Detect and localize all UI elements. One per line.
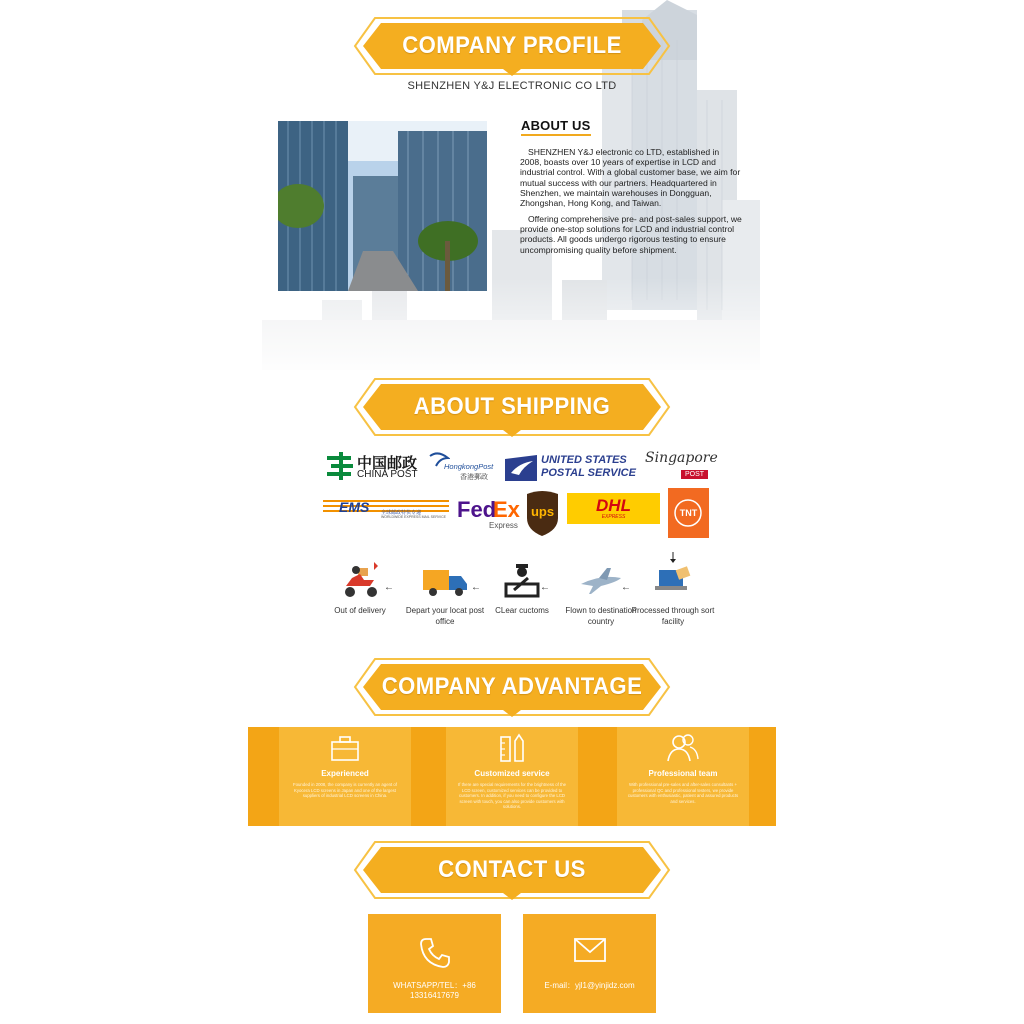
- banner-title: COMPANY PROFILE: [402, 32, 622, 59]
- hongkong-post-en-text: HongkongPost: [444, 462, 494, 471]
- singapore-post-logo: [645, 450, 718, 484]
- company-name-subtitle: SHENZHEN Y&J ELECTRONIC CO LTD: [407, 80, 617, 92]
- step-label: CLear cuctoms: [495, 606, 549, 615]
- step-arrow: ←: [384, 582, 394, 593]
- hongkong-post-cn-text: 香港郵政: [460, 474, 488, 481]
- whatsapp-tel-text: WHATSAPP/TEL：+86 13316417679: [393, 981, 476, 1000]
- about-us-heading: ABOUT US: [521, 118, 591, 136]
- step-label: Out of delivery: [334, 606, 386, 615]
- fedex-ex-text: Ex: [493, 497, 520, 522]
- singapore-post-text: Singapore: [645, 450, 718, 466]
- usps-logo: [505, 453, 636, 483]
- step-processed-sort-facility: [628, 552, 718, 627]
- team-icon: [666, 733, 700, 763]
- about-paragraph-1: SHENZHEN Y&J electronic co LTD, established in 2008, boasts over 10 years of expertise in LCD and industrial control. With a global customer base, we aim for mutual success with our partners. Headquartered in Shenzhen, we maintain warehouses in Dongguan, Zhongshan, Hong Kong, and Taiwan.: [520, 147, 741, 209]
- advantage-desc: If there are special requirements for the brightness of the LCD screen, customized services can be provided to customers. In addition, if you need to configure the LCD screen with touch, you can also provide customers with solutions.: [458, 782, 566, 810]
- step-arrow: ←: [471, 582, 481, 593]
- phone-icon: [418, 936, 452, 970]
- china-post-en-text: CHINA POST: [357, 469, 418, 480]
- step-arrow: ←: [540, 582, 550, 593]
- fedex-fed-text: Fed: [457, 497, 497, 522]
- about-paragraph-2: Offering comprehensive pre- and post-sales support, we provide one-stop solutions for LCD and industrial control products. All goods undergo rigorous testing to ensure uncompromising quality before shipment.: [520, 214, 742, 255]
- usps-line2-text: POSTAL SERVICE: [541, 467, 636, 479]
- office-building-photo: [278, 121, 487, 291]
- dhl-sub-text: EXPRESS: [601, 514, 626, 520]
- step-clear-customs: [477, 560, 567, 616]
- company-profile-banner: [353, 16, 671, 76]
- contact-card-email[interactable]: [523, 914, 656, 1013]
- dhl-logo: [567, 493, 660, 524]
- advantage-card-experienced: [279, 727, 411, 826]
- banner-title: COMPANY ADVANTAGE: [381, 673, 643, 700]
- banner-title: ABOUT SHIPPING: [413, 393, 611, 420]
- banner-title: CONTACT US: [438, 856, 586, 883]
- step-arrow: ←: [621, 582, 631, 593]
- advantage-title: Professional team: [648, 769, 718, 778]
- usps-line1-text: UNITED STATES: [541, 454, 627, 466]
- company-advantage-banner: [353, 657, 671, 717]
- step-label: Depart your locat post office: [405, 606, 485, 626]
- delivery-scooter-icon: [340, 560, 380, 600]
- delivery-truck-icon: [421, 560, 469, 600]
- china-post-logo: [325, 450, 420, 484]
- tnt-logo: [668, 488, 709, 538]
- advantage-card-professional: [617, 727, 749, 826]
- advantage-card-customized: [446, 727, 578, 826]
- ups-text: ups: [530, 504, 555, 519]
- advantage-title: Customized service: [474, 769, 550, 778]
- ups-logo: [526, 490, 559, 536]
- envelope-icon: [573, 936, 607, 964]
- about-shipping-banner: [353, 377, 671, 437]
- ems-cn-text: 全球邮政特快专递: [381, 510, 422, 516]
- briefcase-icon: [329, 733, 361, 763]
- step-label: Flown to destination country: [565, 606, 637, 626]
- ems-en-text: WORLDWIDE EXPRESS MAIL SERVICE: [381, 515, 446, 519]
- usps-eagle-icon: [505, 455, 537, 481]
- china-post-cn-text: 中国邮政: [357, 455, 418, 472]
- contact-card-phone[interactable]: [368, 914, 501, 1013]
- advantage-title: Experienced: [321, 769, 369, 778]
- hongkong-post-logo: [428, 450, 494, 484]
- china-post-emblem-icon: [325, 450, 355, 482]
- pencil-ruler-icon: [496, 733, 528, 763]
- advantage-desc: With professional pre-sales and after-sales consultants + professional QC and professional testers, we provide customers with enthusiastic, patient and assured products and services.: [627, 782, 739, 804]
- advantage-desc: Founded in 2008, the company is currently an agent of Kyocera LCD screens in Japan and one of the largest suppliers of industrial LCD screens in China.: [293, 782, 397, 799]
- singapore-post-tag: POST: [681, 470, 708, 479]
- email-text: E-mail：yjl1@yinjidz.com: [544, 981, 635, 990]
- airplane-icon: [577, 560, 625, 600]
- fedex-logo: [457, 497, 519, 531]
- fedex-sub-text: Express: [489, 521, 518, 530]
- ems-logo: [323, 498, 449, 522]
- step-label: Processed through sort facility: [631, 606, 715, 626]
- dhl-text: DHL: [596, 496, 631, 515]
- contact-us-banner: [353, 840, 671, 900]
- ems-text: EMS: [339, 499, 370, 515]
- customs-officer-icon: [502, 560, 542, 600]
- tnt-text: TNT: [679, 508, 698, 518]
- laptop-package-icon: [649, 552, 697, 600]
